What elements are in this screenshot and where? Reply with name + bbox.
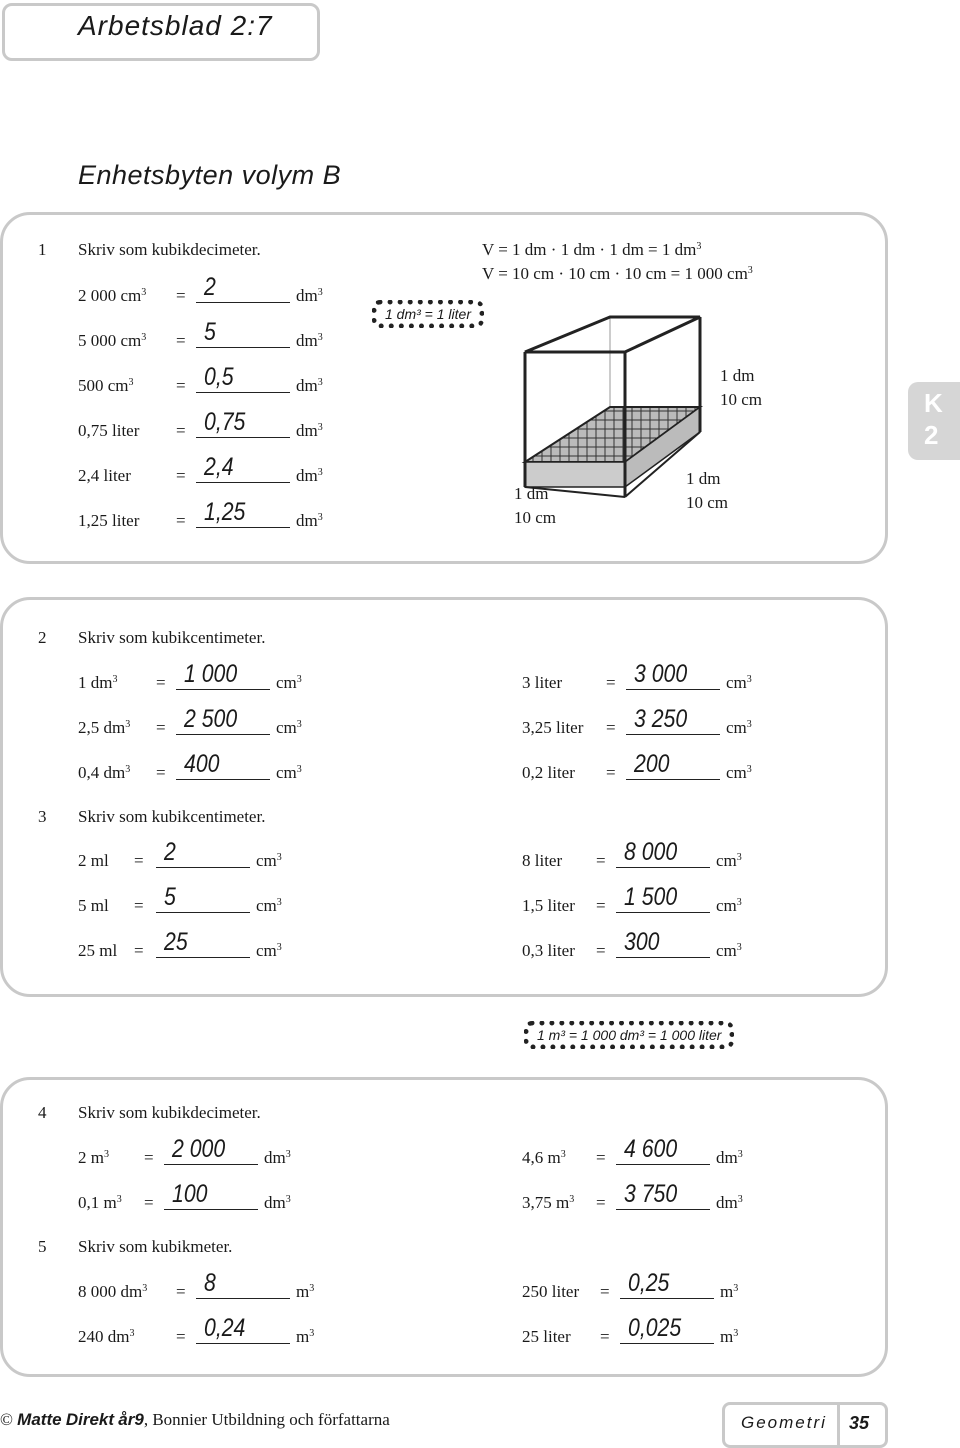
- expression-left-text: 8 000 dm: [78, 1282, 143, 1301]
- handwritten-answer: 100: [172, 1180, 208, 1208]
- expression-left: 3,75 $m^3$: [522, 1193, 575, 1212]
- unit-label: $dm^3$: [716, 1148, 743, 1167]
- expression-left-text: 3 liter: [522, 673, 563, 692]
- equals-sign: =: [156, 763, 166, 782]
- expression-left-text: 2,4 liter: [78, 466, 131, 485]
- expression-left: [522, 1282, 579, 1302]
- handwritten-answer: 3 250: [634, 705, 688, 733]
- chapter-side-tab: [908, 382, 960, 460]
- equals-sign: =: [156, 673, 166, 692]
- handwritten-answer: 2 500: [184, 705, 238, 733]
- expression-left: [78, 941, 117, 961]
- task4-instruction: Skriv som kubikdecimeter.: [78, 1103, 261, 1122]
- equals-sign: =: [176, 331, 186, 350]
- unit-text: dm: [264, 1193, 286, 1212]
- unit-label: $dm^3$: [264, 1193, 291, 1212]
- equals-sign: =: [600, 1282, 610, 1301]
- expression-left: [522, 896, 575, 916]
- expression-left: 5 000 $cm^3$: [78, 331, 147, 350]
- handwritten-answer: 5: [164, 883, 176, 911]
- expression-left-text: 1,5 liter: [522, 896, 575, 915]
- unit-text: cm: [276, 673, 297, 692]
- task5-number: 5: [38, 1237, 47, 1256]
- answer-field[interactable]: [196, 408, 290, 438]
- unit-text: cm: [276, 718, 297, 737]
- expression-left-text: 5 000 cm: [78, 331, 142, 350]
- answer-field[interactable]: [196, 453, 290, 483]
- expression-left-text: 2 m: [78, 1148, 104, 1167]
- handwritten-answer: 25: [164, 928, 188, 956]
- side-tab-number: 2: [924, 420, 939, 450]
- expression-left: 8 000 $dm^3$: [78, 1282, 148, 1301]
- handwritten-answer: 2,4: [204, 453, 234, 481]
- expression-left: 240 $dm^3$: [78, 1327, 135, 1346]
- expression-left: [78, 511, 139, 531]
- equals-sign: =: [176, 466, 186, 485]
- unit-label: $cm^3$: [256, 896, 282, 915]
- unit-label: $m^3$: [296, 1282, 315, 1301]
- task2-number: 2: [38, 628, 47, 647]
- volume-formula-cm: V = 10 cm · 10 cm · 10 cm = 1 000 $cm^3$: [482, 264, 753, 283]
- unit-label: $dm^3$: [264, 1148, 291, 1167]
- expression-left: 2 000 $cm^3$: [78, 286, 147, 305]
- answer-field[interactable]: [616, 1135, 710, 1165]
- expression-left: 2 $m^3$: [78, 1148, 109, 1167]
- cube-front-dm: 1 dm: [686, 469, 721, 488]
- liter-equivalence-tag: 1 dm³ = 1 liter: [372, 300, 484, 328]
- unit-text: cm: [716, 896, 737, 915]
- equals-sign: =: [606, 718, 616, 737]
- handwritten-answer: 4 600: [624, 1135, 678, 1163]
- unit-label: $dm^3$: [296, 376, 323, 395]
- unit-label: $dm^3$: [716, 1193, 743, 1212]
- expression-left-text: 0,1 m: [78, 1193, 117, 1212]
- handwritten-answer: 2: [204, 273, 216, 301]
- unit-text: cm: [256, 851, 277, 870]
- volume-formula-dm: V = 1 dm · 1 dm · 1 dm = 1 $dm^3$: [482, 240, 702, 259]
- equals-sign: =: [176, 1327, 186, 1346]
- answer-field[interactable]: [176, 750, 270, 780]
- equals-sign: =: [176, 511, 186, 530]
- unit-label: $dm^3$: [296, 331, 323, 350]
- equals-sign: =: [144, 1193, 154, 1212]
- handwritten-answer: 400: [184, 750, 220, 778]
- handwritten-answer: 300: [624, 928, 660, 956]
- task5-instruction: Skriv som kubikmeter.: [78, 1237, 233, 1256]
- formula-dm-text: V = 1 dm · 1 dm · 1 dm = 1 dm: [482, 240, 697, 259]
- task1-instruction: Skriv som kubikdecimeter.: [78, 240, 261, 259]
- expression-left-text: 4,6 m: [522, 1148, 561, 1167]
- unit-text: dm: [296, 331, 318, 350]
- expression-left: 500 $cm^3$: [78, 376, 134, 395]
- publisher: , Bonnier Utbildning och författarna: [143, 1410, 390, 1429]
- task1-number: 1: [38, 240, 47, 259]
- answer-field[interactable]: [616, 928, 710, 958]
- expression-left-text: 3,25 liter: [522, 718, 584, 737]
- unit-text: cm: [716, 851, 737, 870]
- chapter-page-box: [722, 1402, 888, 1448]
- cube-front-cm: 10 cm: [686, 493, 729, 512]
- handwritten-answer: 8: [204, 1269, 216, 1297]
- expression-left-text: 25 ml: [78, 941, 118, 960]
- cubic-meter-equivalence-tag: 1 m³ = 1 000 dm³ = 1 000 liter: [524, 1021, 734, 1049]
- expression-left-text: 0,2 liter: [522, 763, 575, 782]
- answer-field[interactable]: [616, 1180, 710, 1210]
- answer-field[interactable]: [196, 363, 290, 393]
- unit-label: $m^3$: [720, 1282, 739, 1301]
- unit-label: $cm^3$: [716, 851, 742, 870]
- equals-sign: =: [156, 718, 166, 737]
- unit-text: dm: [296, 376, 318, 395]
- answer-field[interactable]: [620, 1269, 714, 1299]
- handwritten-answer: 0,25: [628, 1269, 670, 1297]
- answer-field[interactable]: [164, 1180, 258, 1210]
- unit-label: $cm^3$: [256, 851, 282, 870]
- equals-sign: =: [176, 421, 186, 440]
- expression-left-text: 1 dm: [78, 673, 113, 692]
- handwritten-answer: 1 500: [624, 883, 678, 911]
- expression-left-text: 250 liter: [522, 1282, 580, 1301]
- equals-sign: =: [606, 763, 616, 782]
- expression-left-text: 2 000 cm: [78, 286, 142, 305]
- task3-instruction: Skriv som kubikcentimeter.: [78, 807, 266, 826]
- equals-sign: =: [596, 896, 606, 915]
- unit-text: m: [296, 1327, 310, 1346]
- unit-label: $cm^3$: [716, 941, 742, 960]
- unit-text: dm: [296, 421, 318, 440]
- unit-label: $cm^3$: [256, 941, 282, 960]
- handwritten-answer: 0,5: [204, 363, 234, 391]
- equals-sign: =: [596, 941, 606, 960]
- expression-left: [78, 466, 131, 486]
- footer-credit: [0, 1410, 390, 1430]
- task2-instruction: Skriv som kubikcentimeter.: [78, 628, 266, 647]
- answer-field[interactable]: [626, 660, 720, 690]
- unit-text: cm: [726, 763, 747, 782]
- handwritten-answer: 3 750: [624, 1180, 678, 1208]
- side-tab-letter: K: [924, 388, 943, 418]
- expression-left: [78, 421, 139, 441]
- unit-label: $m^3$: [720, 1327, 739, 1346]
- brand-year-word: år: [118, 1410, 135, 1429]
- expression-left-text: 8 liter: [522, 851, 563, 870]
- expression-left: 2,5 $dm^3$: [78, 718, 131, 737]
- equals-sign: =: [134, 941, 144, 960]
- unit-text: m: [720, 1327, 734, 1346]
- unit-label: $cm^3$: [276, 673, 302, 692]
- unit-text: cm: [716, 941, 737, 960]
- expression-left-text: 5 ml: [78, 896, 109, 915]
- handwritten-answer: 2: [164, 838, 176, 866]
- equals-sign: =: [606, 673, 616, 692]
- answer-field[interactable]: [196, 273, 290, 303]
- equals-sign: =: [176, 1282, 186, 1301]
- expression-left-text: 500 cm: [78, 376, 129, 395]
- unit-text: cm: [276, 763, 297, 782]
- task3-number: 3: [38, 807, 47, 826]
- copyright-symbol: ©: [0, 1410, 13, 1429]
- expression-left: [522, 673, 562, 693]
- answer-field[interactable]: [616, 883, 710, 913]
- answer-field[interactable]: [156, 928, 250, 958]
- unit-text: cm: [256, 941, 277, 960]
- unit-text: cm: [256, 896, 277, 915]
- handwritten-answer: 3 000: [634, 660, 688, 688]
- brand-matte: Matte: [17, 1410, 62, 1429]
- answer-field[interactable]: [196, 318, 290, 348]
- unit-label: $dm^3$: [296, 286, 323, 305]
- cube-illustration: [515, 312, 715, 512]
- unit-text: dm: [296, 286, 318, 305]
- equals-sign: =: [596, 1148, 606, 1167]
- expression-left-text: 0,75 liter: [78, 421, 140, 440]
- page-number: 35: [849, 1413, 870, 1433]
- chapter-label: Geometri: [741, 1413, 827, 1432]
- answer-field[interactable]: [626, 705, 720, 735]
- unit-text: dm: [296, 511, 318, 530]
- equals-sign: =: [600, 1327, 610, 1346]
- unit-text: dm: [264, 1148, 286, 1167]
- answer-field[interactable]: [620, 1314, 714, 1344]
- equals-sign: =: [596, 1193, 606, 1212]
- equals-sign: =: [176, 376, 186, 395]
- handwritten-answer: 1,25: [204, 498, 246, 526]
- expression-left: 0,1 $m^3$: [78, 1193, 122, 1212]
- handwritten-answer: 0,75: [204, 408, 246, 436]
- unit-text: m: [296, 1282, 310, 1301]
- expression-left-text: 1,25 liter: [78, 511, 140, 530]
- task2-3-panel: [0, 597, 888, 997]
- answer-field[interactable]: [616, 838, 710, 868]
- handwritten-answer: 0,025: [628, 1314, 682, 1342]
- unit-label: $dm^3$: [296, 466, 323, 485]
- unit-label: $cm^3$: [726, 718, 752, 737]
- expression-left-text: 2,5 dm: [78, 718, 126, 737]
- answer-field[interactable]: [176, 705, 270, 735]
- handwritten-answer: 2 000: [172, 1135, 226, 1163]
- unit-text: dm: [296, 466, 318, 485]
- expression-left-text: 0,3 liter: [522, 941, 575, 960]
- answer-field[interactable]: [164, 1135, 258, 1165]
- expression-left: 0,4 $dm^3$: [78, 763, 131, 782]
- unit-text: m: [720, 1282, 734, 1301]
- expression-left: [522, 763, 575, 783]
- unit-text: cm: [726, 718, 747, 737]
- formula-cm-text: V = 10 cm · 10 cm · 10 cm = 1 000 cm: [482, 264, 748, 283]
- brand-direkt: Direkt: [65, 1410, 115, 1429]
- unit-label: $cm^3$: [726, 673, 752, 692]
- expression-left-text: 2 ml: [78, 851, 109, 870]
- unit-text: cm: [726, 673, 747, 692]
- equals-sign: =: [596, 851, 606, 870]
- expression-left: [78, 851, 109, 871]
- expression-left: [522, 851, 562, 871]
- cube-right-dm: 1 dm: [720, 366, 755, 385]
- unit-label: $cm^3$: [276, 763, 302, 782]
- unit-text: dm: [716, 1193, 738, 1212]
- unit-label: $cm^3$: [726, 763, 752, 782]
- worksheet-title: Arbetsblad 2:7: [78, 10, 273, 41]
- expression-left-text: 3,75 m: [522, 1193, 570, 1212]
- expression-left: 4,6 $m^3$: [522, 1148, 566, 1167]
- handwritten-answer: 1 000: [184, 660, 238, 688]
- unit-label: $cm^3$: [276, 718, 302, 737]
- equals-sign: =: [144, 1148, 154, 1167]
- unit-text: dm: [716, 1148, 738, 1167]
- expression-left-text: 240 dm: [78, 1327, 130, 1346]
- expression-left: [522, 718, 583, 738]
- answer-field[interactable]: [176, 660, 270, 690]
- answer-field[interactable]: [156, 883, 250, 913]
- unit-label: $m^3$: [296, 1327, 315, 1346]
- equals-sign: =: [134, 896, 144, 915]
- equals-sign: =: [176, 286, 186, 305]
- expression-left: [522, 941, 575, 961]
- equals-sign: =: [134, 851, 144, 870]
- expression-left-text: 25 liter: [522, 1327, 571, 1346]
- cube-left-dm: 1 dm: [514, 484, 549, 503]
- handwritten-answer: 5: [204, 318, 216, 346]
- answer-field[interactable]: [196, 498, 290, 528]
- handwritten-answer: 8 000: [624, 838, 678, 866]
- answer-field[interactable]: [196, 1314, 290, 1344]
- expression-left: 1 $dm^3$: [78, 673, 118, 692]
- cube-right-cm: 10 cm: [720, 390, 763, 409]
- handwritten-answer: 0,24: [204, 1314, 246, 1342]
- task4-number: 4: [38, 1103, 47, 1122]
- section-title: Enhetsbyten volym B: [78, 160, 342, 190]
- unit-label: $dm^3$: [296, 421, 323, 440]
- unit-label: $dm^3$: [296, 511, 323, 530]
- answer-field[interactable]: [156, 838, 250, 868]
- brand-year: 9: [134, 1410, 144, 1429]
- unit-label: $cm^3$: [716, 896, 742, 915]
- answer-field[interactable]: [196, 1269, 290, 1299]
- handwritten-answer: 200: [634, 750, 670, 778]
- expression-left: [78, 896, 109, 916]
- expression-left-text: 0,4 dm: [78, 763, 126, 782]
- cube-left-cm: 10 cm: [514, 508, 557, 527]
- answer-field[interactable]: [626, 750, 720, 780]
- expression-left: [522, 1327, 571, 1347]
